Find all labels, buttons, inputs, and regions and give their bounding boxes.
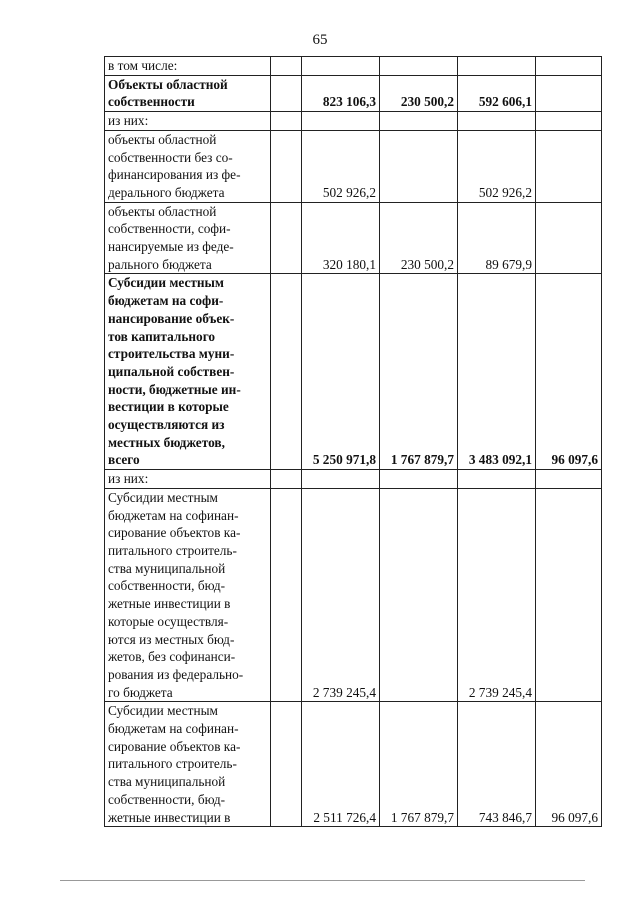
table-row [105,702,602,827]
empty-column-cell [271,274,302,470]
value-cell-col1: 2 739 245,4 [302,488,380,701]
table-row [105,274,602,470]
row-label-cell [105,57,271,76]
value-cell-col4 [536,202,602,274]
value-cell-col3 [458,57,536,76]
value-cell-col1: 320 180,1 [302,202,380,274]
value-cell-col4 [536,75,602,111]
value-cell-col3: 2 739 245,4 [458,488,536,701]
value-cell-col4 [536,470,602,489]
empty-column-cell [271,202,302,274]
value-cell-col1 [302,470,380,489]
table-row [105,75,602,111]
value-cell-col3 [458,470,536,489]
row-label-cell [105,488,271,701]
row-label: объекты областной собственности без со- финансирования из фе- дерального бюджета [108,131,241,200]
budget-table [104,56,602,827]
row-label: из них: [108,113,149,129]
row-label: в том числе: [108,58,178,73]
empty-column-cell [271,702,302,827]
row-label: Субсидии местным бюджетам на софи- нансирование объек- тов капитального строительства муни- ципальной собствен- ности, бюджетные ин- вестиции в которые осуществляются из местных бюджетов, всего [108,275,241,468]
row-label-cell [105,130,271,202]
row-label-cell [105,202,271,274]
table-row [105,202,602,274]
value-cell-col2 [380,130,458,202]
table-row [105,488,602,701]
row-label: из них: [108,471,149,487]
budget-table-body [105,57,602,827]
row-label-cell [105,112,271,131]
row-label-cell [105,470,271,489]
value-cell-col2: 230 500,2 [380,202,458,274]
value-cell-col2: 1 767 879,7 [380,702,458,827]
value-cell-col4: 96 097,6 [536,274,602,470]
value-cell-col3 [458,112,536,131]
value-cell-col3: 3 483 092,1 [458,274,536,470]
value-cell-col1: 502 926,2 [302,130,380,202]
value-cell-col4 [536,112,602,131]
value-cell-col2 [380,470,458,489]
value-cell-col4 [536,130,602,202]
row-label-cell [105,75,271,111]
row-label: Субсидии местным бюджетам на софинан- сирование объектов ка- питального строитель- ства муниципальной собственности, бюд- жетные инвестиции в [108,703,241,825]
value-cell-col4: 96 097,6 [536,702,602,827]
value-cell-col4 [536,488,602,701]
value-cell-col1: 5 250 971,8 [302,274,380,470]
empty-column-cell [271,75,302,111]
row-label: Объекты областной собственности [108,76,228,110]
table-row [105,470,602,489]
value-cell-col1: 823 106,3 [302,75,380,111]
empty-column-cell [271,112,302,131]
value-cell-col2: 1 767 879,7 [380,274,458,470]
value-cell-col3: 502 926,2 [458,130,536,202]
value-cell-col2 [380,57,458,76]
value-cell-col4 [536,57,602,76]
value-cell-col3: 743 846,7 [458,702,536,827]
value-cell-col1 [302,112,380,131]
table-row [105,130,602,202]
value-cell-col2 [380,112,458,131]
page-number: 65 [312,32,328,48]
empty-column-cell [271,130,302,202]
value-cell-col1 [302,57,380,76]
empty-column-cell [271,470,302,489]
table-row [105,112,602,131]
row-label-cell [105,702,271,827]
row-label: Субсидии местным бюджетам на софинан- сирование объектов ка- питального строитель- ства муниципальной собственности, бюд- жетные инвестиции в которые осуществля- ются из местных бюд- жетов, без софинанси- рования из федерально- го бюджета [108,489,244,700]
value-cell-col2 [380,488,458,701]
value-cell-col2: 230 500,2 [380,75,458,111]
value-cell-col3: 592 606,1 [458,75,536,111]
empty-column-cell [271,57,302,76]
empty-column-cell [271,488,302,701]
page-bottom-rule [60,880,585,881]
table-row [105,57,602,76]
row-label: объекты областной собственности, софи- нансируемые из феде- рального бюджета [108,203,234,272]
value-cell-col1: 2 511 726,4 [302,702,380,827]
value-cell-col3: 89 679,9 [458,202,536,274]
row-label-cell [105,274,271,470]
